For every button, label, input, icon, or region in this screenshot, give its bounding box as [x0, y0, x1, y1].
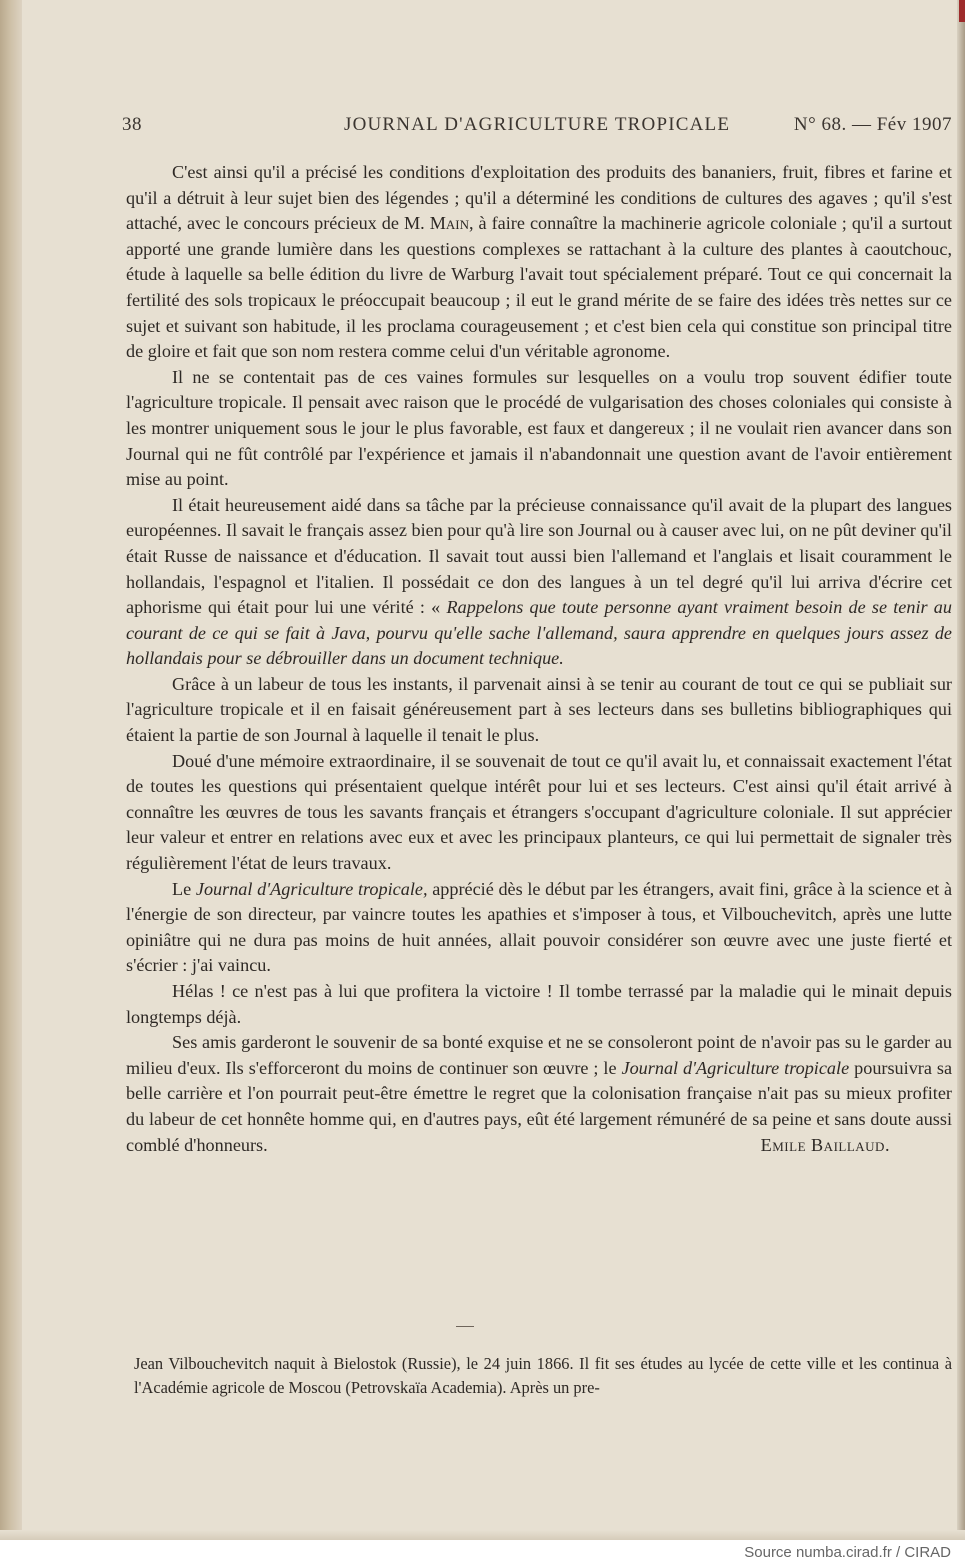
- binding-spine: [0, 0, 22, 1540]
- quotation: Rappelons que toute personne ayant vraiment besoin de se tenir au courant de ce qui se fait à Java, pourvu qu'elle sache l'allemand, saura apprendre en quelques jours assez de hollandais pour se débrouiller dans un document technique.: [126, 597, 952, 669]
- page-edge: [957, 0, 965, 1540]
- paragraph: Hélas ! ce n'est pas à lui que profitera la victoire ! Il tombe terrassé par la maladie qui le minait depuis longtemps déjà.: [126, 981, 952, 1027]
- author-signature: Emile Baillaud.: [760, 1134, 890, 1155]
- issue-number: N° 68. — Fév 1907: [793, 114, 952, 135]
- separator-rule: [456, 1326, 474, 1327]
- paragraph: Ses amis garderont le souvenir de sa bonté exquise et ne se consoleront point de n'avoir pas su le garder au milieu d'eux. Ils s'efforceront du moins de continuer son œuvre ; le Journal d'Agriculture tropicale poursuivra sa belle carrière et l'on pourrait peut-être émettre le regret que la colonisation française n'ait pas su mieux profiter du labeur de cet honnête homme qui, en d'autres pays, eût été largement rémunéré de sa peine et sans doute aussi comblé d'honneurs.: [126, 1032, 953, 1155]
- article-body: [126, 160, 952, 1158]
- paragraph: Le Journal d'Agriculture tropicale, apprécié dès le début par les étrangers, avait fini, grâce à la science et à l'énergie de son directeur, par vaincre toutes les apathies et s'imposer à tous, et Vilbouchevitch, après une lutte opiniâtre qui ne dura pas moins de huit années, allait pouvoir considérer son œuvre avec une juste fierté et s'écrier : j'ai vaincu.: [126, 878, 953, 976]
- journal-name: Journal d'Agriculture tropicale: [621, 1057, 850, 1078]
- paragraph: C'est ainsi qu'il a précisé les conditions d'exploitation des produits des bananiers, fruit, fibres et farine et qu'il a détruit à leur sujet bien des légendes ; qu'il a déterminé les conditions de cultures des agaves ; qu'il s'est attaché, avec le concours précieux de M. Main, à faire connaître la machinerie agricole coloniale ; qu'il a surtout apporté une grande lumière dans les questions complexes se rattachant à la culture des plantes à caoutchouc, étude à laquelle sa belle édition du livre de Warburg l'avait tout spécialement préparé. Tout ce qui concernait la fertilité des sols tropicaux le préoccupait beaucoup ; il eut le grand mérite de se faire des idées très nettes sur ce sujet et suivant son habitude, il les proclama courageusement ; et c'est bien cela qui constitue son principal titre de gloire et fait que son nom restera comme celui d'un véritable agronome.: [126, 162, 953, 362]
- note-paragraph: Jean Vilbouchevitch naquit à Bielostok (Russie), le 24 juin 1866. Il fit ses études au lycée de cette ville et les continua à l'Académie agricole de Moscou (Petrovskaïa Academia). Après un pre-: [134, 1354, 952, 1397]
- paragraph: Il était heureusement aidé dans sa tâche par la précieuse connaissance qu'il avait de la plupart des langues européennes. Il savait le français assez bien pour qu'à lire son Journal ou à causer avec lui, on ne pût deviner qu'il était Russe de naissance et d'éducation. Il savait tout aussi bien l'allemand et l'anglais et lisait couramment le hollandais, l'espagnol et l'italien. Il possédait ce don des langues à un tel degré qu'il lui arriva d'écrire cet aphorisme qui était pour lui une vérité : « Rappelons que toute personne ayant vraiment besoin de se tenir au courant de ce qui se fait à Java, pourvu qu'elle sache l'allemand, saura apprendre en quelques jours assez de hollandais pour se débrouiller dans un document technique.: [126, 494, 952, 669]
- biographical-note: [134, 1352, 952, 1400]
- paragraph: Doué d'une mémoire extraordinaire, il se souvenait de tout ce qu'il avait lu, et connaissait exactement l'état de toutes les questions qui présentaient quelque intérêt pour lui et ses lecteurs. C'est ainsi qu'il était arrivé à connaître les œuvres de tous les savants français et étrangers s'occupant d'agriculture coloniale. Il sut apprécier leur valeur et entrer en relations avec eux et avec les principaux planteurs, ce qui lui permettait de signaler très régulièrement l'état de leurs travaux.: [126, 750, 952, 874]
- page-number: 38: [122, 114, 142, 135]
- journal-title: JOURNAL D'AGRICULTURE TROPICALE: [344, 114, 731, 135]
- source-credit: Source numba.cirad.fr / CIRAD: [744, 1544, 951, 1561]
- running-header: [122, 114, 952, 140]
- person-name: M. Main: [403, 213, 469, 234]
- journal-name: Journal d'Agriculture tropicale,: [195, 878, 428, 899]
- page-bottom-edge: [0, 1530, 965, 1540]
- corner-mark: [959, 0, 965, 22]
- paragraph: Il ne se contentait pas de ces vaines formules sur lesquelles on a voulu trop souvent édifier toute l'agriculture tropicale. Il pensait avec raison que le procédé de vulgarisation des choses coloniales qui consiste à les montrer uniquement sous le jour le plus favorable, est faux et dangereux ; il ne voulait rien avancer dans son Journal qui ne fût contrôlé par l'expérience et jamais il n'abandonnait une question avant de l'avoir entièrement mise au point.: [126, 366, 952, 490]
- paragraph: Grâce à un labeur de tous les instants, il parvenait ainsi à se tenir au courant de tout ce qui se publiait sur l'agriculture tropicale et il en faisait généreusement part à ses lecteurs dans ses bulletins bibliographiques qui étaient la partie de son Journal à laquelle il tenait le plus.: [126, 673, 952, 746]
- source-bar: [0, 1540, 965, 1566]
